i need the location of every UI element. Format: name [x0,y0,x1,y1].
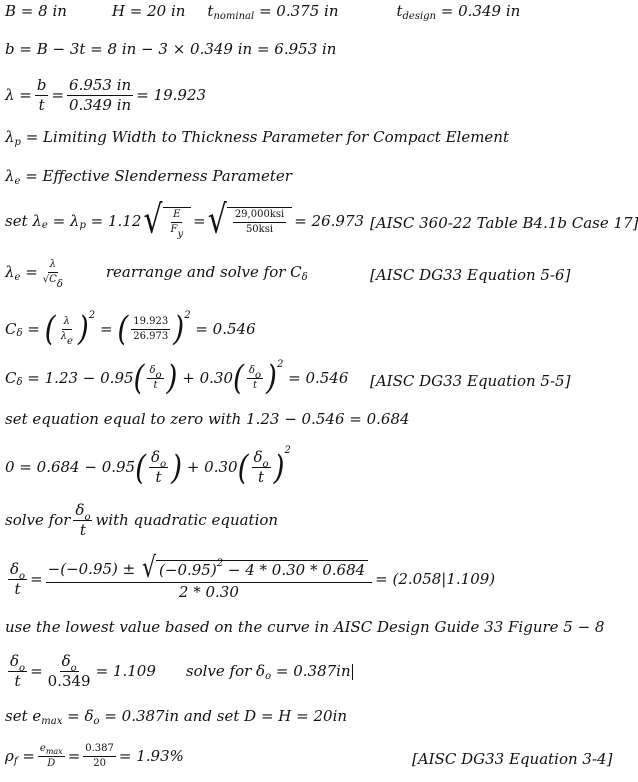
rho-f-calculation: ρ f = $\frac{e_{max}}{D}$ = $\frac{0.387}{20}$ = 1.93% [5,743,184,769]
reference-dg33-3-4: [AISC DG33 Equation 3-4] [412,750,613,768]
reference-dg33-5-6: [AISC DG33 Equation 5-6] [370,266,571,284]
lambda-calculation: λ = $\frac{b}{t}$ = $\frac{6.953 in}{0.349 in}$ = 19.923 [5,76,207,114]
t-nominal-value: = 0.375 in [258,2,339,20]
b-value: B = 8 in [5,2,67,20]
reference-dg33-5-5: [AISC DG33 Equation 5-5] [370,372,571,390]
zero-equation: 0 = 0.684 − 0.95 ( $\frac{\delta_o}{t}$ ) + 0.30 ( $\frac{\delta_o}{t}$ ) 2 [5,445,291,487]
h-value: H = 20 in [111,2,186,20]
delta-o-solution: $\frac{\delta_o}{t}$ = $\frac{\delta_o}{0.349}$ = 1.109 solve for δ o = 0.387in [10,652,351,690]
given-values: B = 8 in H = 20 in t nominal = 0.375 in t design = 0.349 in [5,2,521,22]
set-equation-zero: set equation equal to zero with 1.23 − 0.546 = 0.684 [5,410,410,428]
t-design-value: = 0.349 in [440,2,521,20]
text-cursor [352,664,353,680]
c-delta-calculation: C δ = ( $\frac{\lambda}{\lambda e}$ ) 2 = ( $\frac{19.923}{26.973}$ ) 2 = 0.546 [5,308,256,349]
lambda-e-formula: λ e = $\frac{\lambda}{√C\delta}$ rearrange and solve for C δ [5,259,308,290]
lambda-e-definition: λ e = Effective Slenderness Parameter [5,167,292,187]
set-lambda-equation: set λ e = λ p = 1.12 √ $\frac{E}{Fy}$ = √ $\frac{\text{29,000ksi}}{\text{50ksi}}$ = 26.973 [5,197,365,244]
lowest-value-note: use the lowest value based on the curve in AISC Design Guide 33 Figure 5 − 8 [5,618,605,636]
c-delta-equation: C δ = 1.23 − 0.95 ( $\frac{\delta o}{t}$ ) + 0.30 ( $\frac{\delta o}{t}$ ) 2 = 0.546 [5,357,349,398]
b-calculation: b = B − 3t = 8 in − 3 × 0.349 in = 6.953 in [5,40,337,58]
quadratic-formula: $\frac{\delta_o}{t}$ = −(−0.95) ± √ (−0.95) 2 − 4 * 0.30 * 0.684 2 * 0.30 = (2.058|1.109) [10,552,496,601]
reference-aisc-360: [AISC 360-22 Table B4.1b Case 17] [370,214,638,232]
solve-quadratic-text: solve for $\frac{\delta_o}{t}$ with quadratic equation [5,501,279,539]
set-emax: set e max = δ o = 0.387in and set D = H = 20in [5,707,348,727]
lambda-p-definition: λ p = Limiting Width to Thickness Parameter for Compact Element [5,128,509,148]
